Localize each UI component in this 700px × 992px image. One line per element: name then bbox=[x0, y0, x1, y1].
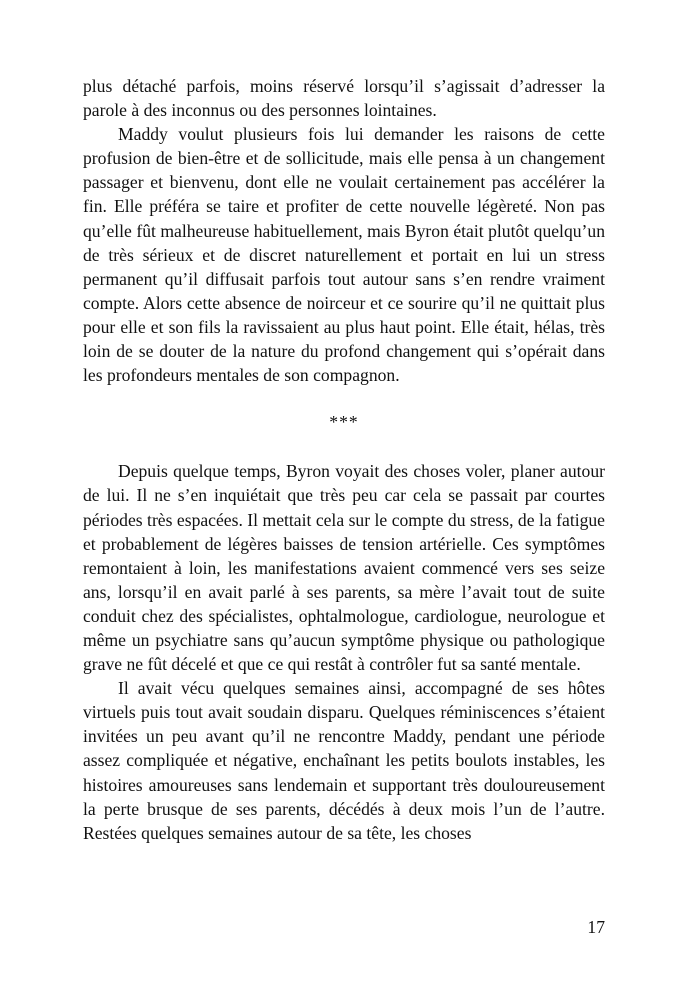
paragraph-1: plus détaché parfois, moins réservé lorsqu’il s’agissait d’adresser la parole à des inconnus ou des personnes lointaines. bbox=[83, 76, 605, 121]
page-body bbox=[83, 74, 605, 845]
paragraph-2: Maddy voulut plusieurs fois lui demander les raisons de cette profusion de bien-être et de sollicitude, mais elle pensa à un changement passager et bienvenu, dont elle ne voulait certainement pas accélérer la fin. Elle préféra se taire et profiter de cette nouvelle légèreté. Non pas qu’elle fût malheureuse habituellement, mais Byron était plutôt quelqu’un de très sérieux et de discret naturellement et portait en lui un stress permanent qu’il diffusait parfois tout autour sans s’en rendre vraiment compte. Alors cette absence de noirceur et ce sourire qu’il ne quittait plus pour elle et son fils la ravissaient au plus haut point. Elle était, hélas, très loin de se douter de la nature du profond changement qui s’opérait dans les profondeurs mentales de son compagnon. bbox=[83, 124, 605, 386]
paragraph-4: Il avait vécu quelques semaines ainsi, accompagné de ses hôtes virtuels puis tout avait soudain disparu. Quelques réminiscences s’étaient invitées un peu avant qu’il ne rencontre Maddy, pendant une période assez compliquée et négative, enchaînant les petits boulots instables, les histoires amoureuses sans lendemain et supportant très douloureusement la perte brusque de ses parents, décédés à deux mois l’un de l’autre. Restées quelques semaines autour de sa tête, les choses bbox=[83, 678, 605, 843]
paragraph-3: Depuis quelque temps, Byron voyait des choses voler, planer autour de lui. Il ne s’en inquiétait que très peu car cela se passait par courtes périodes très espacées. Il mettait cela sur le compte du stress, de la fatigue et probablement de légères baisses de tension artérielle. Ces symptômes remontaient à loin, les manifestations avaient commencé vers ses seize ans, lorsqu’il en avait parlé à ses parents, sa mère l’avait tout de suite conduit chez des spécialistes, ophtalmologue, cardiologue, neurologue et même un psychiatre sans qu’aucun symptôme physique ou pathologique grave ne fût décelé et que ce qui restât à contrôler fut sa santé mentale. bbox=[83, 461, 605, 675]
page-number: 17 bbox=[587, 917, 605, 937]
section-separator: *** bbox=[329, 412, 359, 433]
